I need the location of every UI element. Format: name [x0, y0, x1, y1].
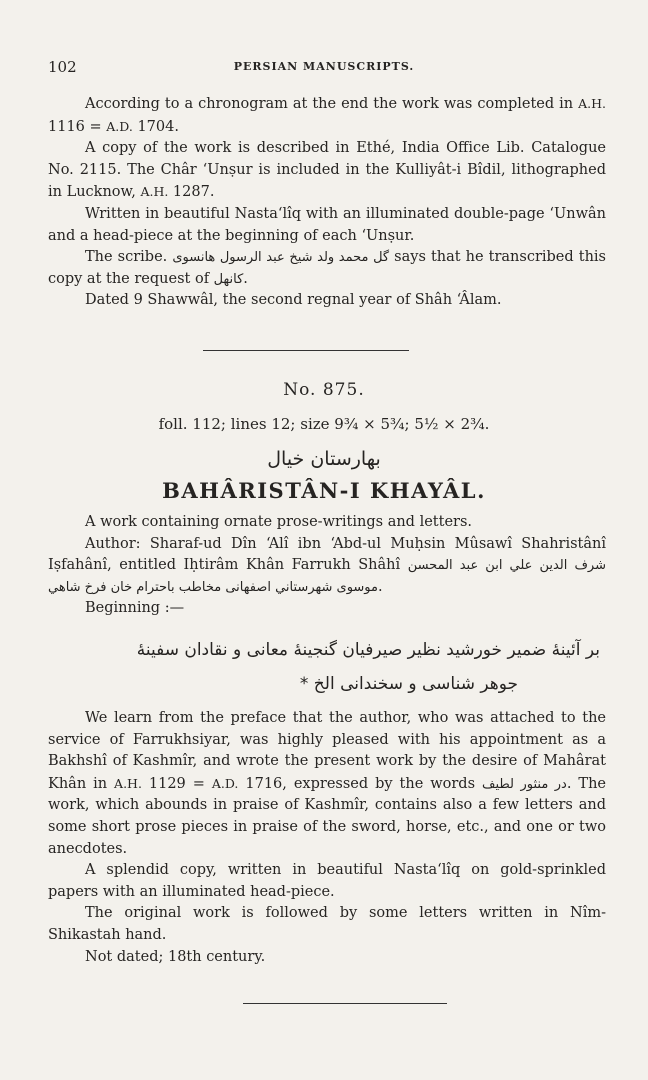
beginning-persian-line-1: بر آئینهٔ ضمیر خورشید نظیر صیرفیان گنجینهٔ معانی و نقادان سفینهٔ	[136, 640, 600, 660]
page-header	[0, 58, 648, 78]
date-paragraph: Not dated; 18th century.	[85, 948, 266, 965]
page-number: 102	[48, 58, 77, 76]
description-line: A work containing ornate prose-writings and letters.	[85, 514, 473, 530]
copy-paragraph: A splendid copy, written in beautiful Nasta‘lîq on gold-sprinkled papers with an illuminated head-piece.	[48, 862, 606, 900]
letters-paragraph: The original work is followed by some letters written in Nîm-Shikastah hand.	[48, 905, 606, 943]
paragraph-chronogram: According to a chronogram at the end the work was completed in A.H. 1116 = A.D. 1704.	[48, 96, 606, 135]
section-divider	[203, 350, 409, 351]
entry-body	[48, 708, 606, 968]
beginning-persian-line-2: جوهر شناسی و سخندانی الخ *	[299, 674, 518, 694]
bottom-divider	[243, 1003, 447, 1004]
folio-details: foll. 112; lines 12; size 9¾ × 5¾; 5½ × 2¾.	[158, 415, 490, 433]
entry-number: No. 875.	[283, 380, 365, 400]
preface-paragraph: We learn from the preface that the author, who was attached to the service of Farrukhsiyar, was highly pleased with his appointment as a Bakhshî of Kashmîr, and wrote the present work by the desire of Mahârat Khân in A.H. 1129 = A.D. 1716, expressed by the words در منثور لطیف. The work, which abounds in praise of Kashmîr, contains also a few letters and some short prose pieces in praise of the sword, horse, etc., and one or two anecdotes.	[48, 710, 607, 857]
author-paragraph: Author: Sharaf-ud Dîn ‘Alî ibn ‘Abd-ul Muḥsin Mûsawî Shahristânî Iṣfahânî, entitled Iḥtirâm Khân Farrukh Shâhî شرف الدين علي ابن عبد المحسن موسوى شهرستاني اصفهانى مخاطب باحترام خان فرخ شاهي.	[48, 535, 606, 595]
paragraph-dated: Dated 9 Shawwâl, the second regnal year of Shâh ‘Âlam.	[85, 292, 502, 309]
title-persian: بهارستان خیال	[267, 448, 381, 470]
paragraph-copy-described: A copy of the work is described in Ethé, India Office Lib. Catalogue No. 2115. The Châr ‘Unṣur is included in the Kulliyât-i Bîdil, lithographed in Lucknow, A.H. 1287.	[48, 140, 606, 201]
previous-entry-text	[48, 93, 606, 312]
title-english: BAHÂRISTÂN-I KHAYÂL.	[162, 478, 486, 503]
paragraph-scribe: The scribe. گل محمد ولد شیخ عبد الرسول هانسوی says that he transcribed this copy at the request of کانهل.	[48, 249, 606, 287]
entry-description	[48, 512, 606, 620]
running-title: PERSIAN MANUSCRIPTS.	[233, 60, 415, 73]
paragraph-written: Written in beautiful Nasta‘lîq with an illuminated double-page ‘Unwân and a head-piece at the beginning of each ‘Unṣur.	[48, 205, 606, 244]
beginning-label: Beginning :—	[85, 600, 185, 617]
